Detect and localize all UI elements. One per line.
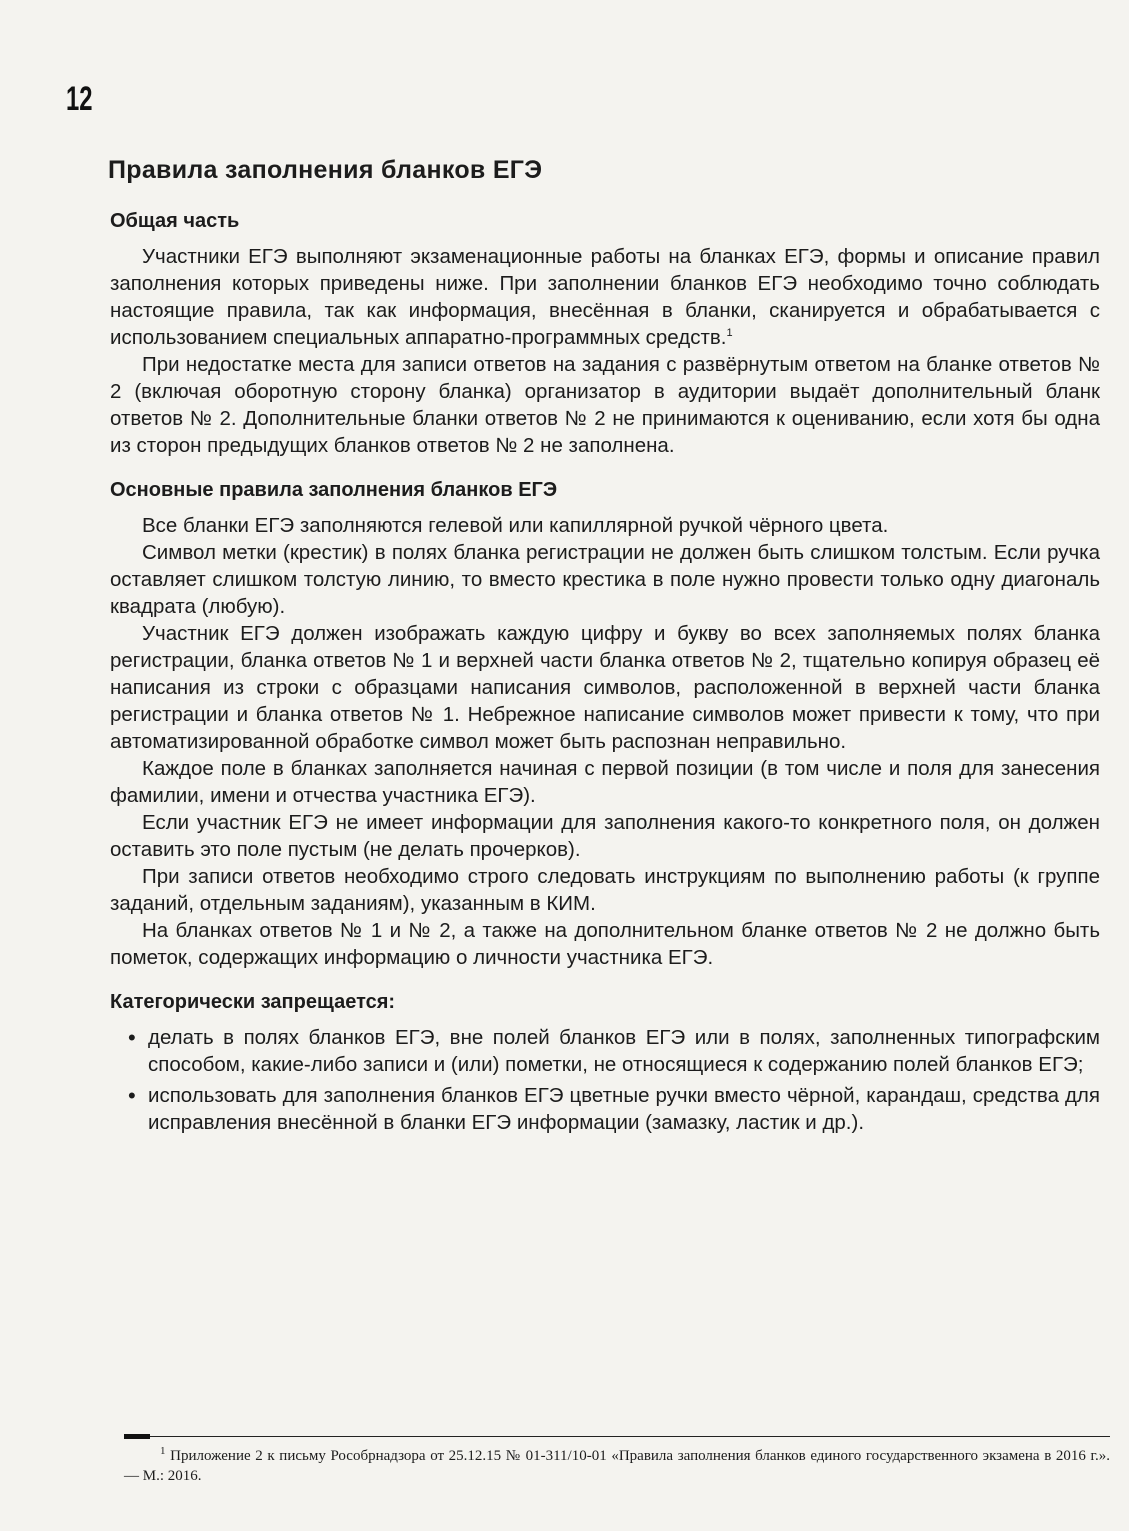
rules-section-heading: Основные правила заполнения бланков ЕГЭ: [110, 479, 558, 501]
rules-paragraph: Все бланки ЕГЭ заполняются гелевой или капиллярной ручкой чёрного цвета.: [142, 514, 889, 537]
bullet-icon: •: [128, 1083, 136, 1108]
footnote: [124, 1446, 1110, 1486]
forbidden-item-text: использовать для заполнения бланков ЕГЭ цветные ручки вместо чёрной, карандаш, средства для исправления внесённой в бланки ЕГЭ информации (замазку, ластик и др.).: [148, 1084, 1100, 1134]
general-paragraph-1-text: Участники ЕГЭ выполняют экзаменационные работы на бланках ЕГЭ, формы и описание правил заполнения которых приведены ниже. При заполнении бланков ЕГЭ необходимо точно соблюдать настоящие правила, так как информация, внесённая в бланки, сканируется и обрабатывается с использованием специальных аппаратно-программных средств.: [110, 245, 1100, 349]
general-paragraph-2: При недостатке места для записи ответов на задания с развёрнутым ответом на бланке ответов № 2 (включая оборотную сторону бланка) организатор в аудитории выдаёт дополнительный бланк ответов № 2. Дополнительные бланки ответов № 2 не принимаются к оцениванию, если хотя бы одна из сторон предыдущих бланков ответов № 2 не заполнена.: [110, 353, 1100, 457]
footnote-marker: 1: [160, 1445, 166, 1457]
rules-paragraph: Символ метки (крестик) в полях бланка регистрации не должен быть слишком толстым. Если ручка оставляет слишком толстую линию, то вместо крестика в поле нужно провести только одну диагональ квадрата (любую).: [110, 541, 1100, 618]
footnote-reference: 1: [726, 327, 733, 340]
rules-paragraph: При записи ответов необходимо строго следовать инструкциям по выполнению работы (к группе заданий, отдельным заданиям), указанным в КИМ.: [110, 865, 1100, 915]
general-section-heading: Общая часть: [110, 210, 240, 232]
footnote-divider: [124, 1436, 1110, 1437]
forbidden-list-item: [110, 1024, 1100, 1078]
forbidden-list-item: [110, 1082, 1100, 1136]
forbidden-section-heading: Категорически запрещается:: [110, 991, 396, 1013]
main-content: [110, 208, 1100, 1140]
bullet-icon: •: [128, 1025, 136, 1050]
rules-paragraph: Участник ЕГЭ должен изображать каждую цифру и букву во всех заполняемых полях бланка регистрации, бланка ответов № 1 и верхней части бланка ответов № 2, тщательно копируя образец её написания из строки с образцами написания символов, расположенной в верхней части бланка регистрации и бланка ответов № 1. Небрежное написание символов может привести к тому, что при автоматизированной обработке символ может быть распознан неправильно.: [110, 622, 1100, 753]
page-title: Правила заполнения бланков ЕГЭ: [108, 156, 543, 184]
forbidden-list: [110, 1024, 1100, 1136]
page-number: 12: [66, 80, 93, 118]
rules-paragraph: Если участник ЕГЭ не имеет информации для заполнения какого-то конкретного поля, он должен оставить это поле пустым (не делать прочерков).: [110, 811, 1100, 861]
footnote-divider-mark: [124, 1434, 150, 1439]
rules-paragraph: Каждое поле в бланках заполняется начиная с первой позиции (в том числе и поля для занесения фамилии, имени и отчества участника ЕГЭ).: [110, 757, 1100, 807]
general-paragraph-1: [110, 243, 1100, 351]
rules-paragraph: На бланках ответов № 1 и № 2, а также на дополнительном бланке ответов № 2 не должно быть пометок, содержащих информацию о личности участника ЕГЭ.: [110, 919, 1100, 969]
forbidden-item-text: делать в полях бланков ЕГЭ, вне полей бланков ЕГЭ или в полях, заполненных типографским способом, какие-либо записи и (или) пометки, не относящиеся к содержанию полей бланков ЕГЭ;: [148, 1026, 1100, 1076]
footnote-text: Приложение 2 к письму Рособрнадзора от 25.12.15 № 01-311/10-01 «Правила заполнения бланков единого государственного экзамена в 2016 г.». — М.: 2016.: [124, 1448, 1110, 1484]
